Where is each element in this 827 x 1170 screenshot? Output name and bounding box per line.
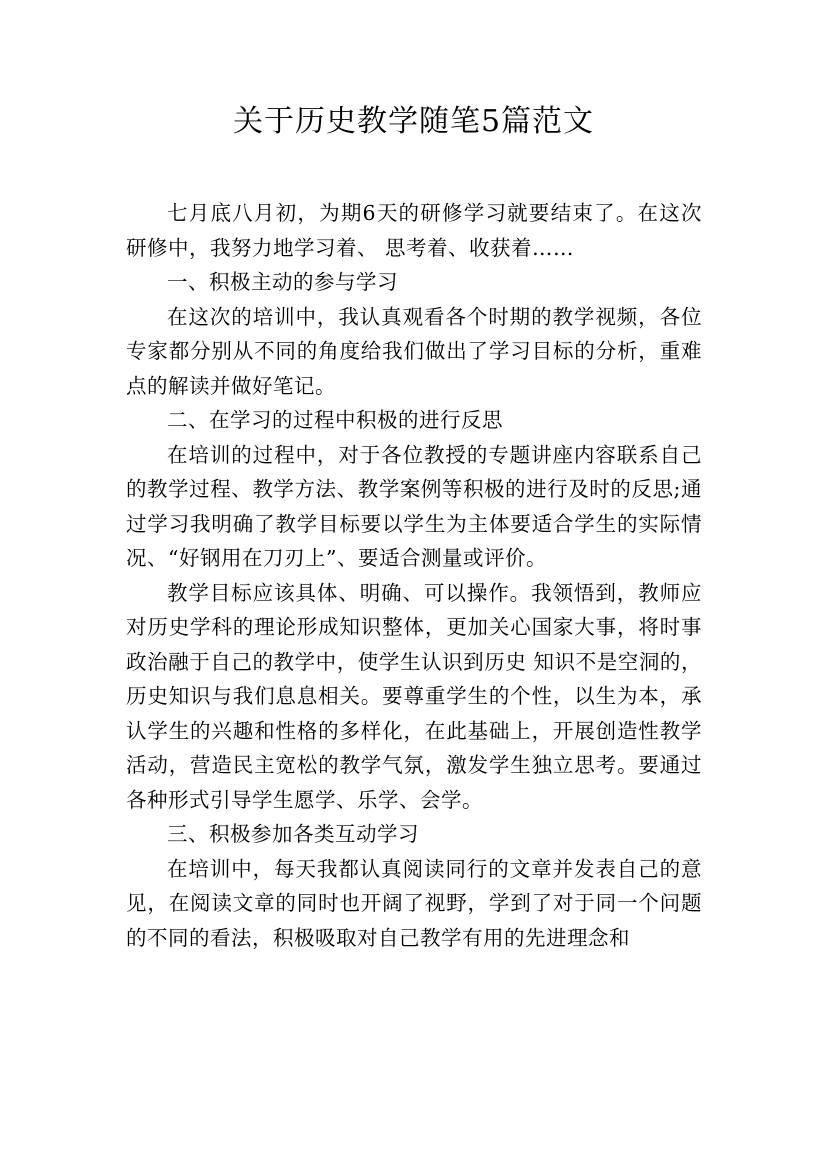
document-title: 关于历史教学随笔5篇范文 [232, 104, 595, 139]
section-heading-2: 二、在学习的过程中积极的进行反思 [167, 408, 503, 432]
paragraph-section-2a: 在培训的过程中，对于各位教授的专题讲座内容联系自己的教学过程、教学方法、教学案例等积极的进行及时的反思;通过学习我明确了教学目标要以学生为主体要适合学生的实际情况、“好钢用在刀刃上”、要适合测量或评价。 [126, 442, 702, 570]
section-heading-1: 一、积极主动的参与学习 [167, 270, 398, 294]
paragraph-section-2b: 教学目标应该具体、明确、可以操作。我领悟到，教师应对历史学科的理论形成知识整体，更加关心国家大事，将时事政治融于自己的教学中，使学生认识到历史 知识不是空洞的，历史知识与我们息息相关。要尊重学生的个性，以生为本，承认学生的兴趣和性格的多样化，在此基础上，开展创造性教学活动，营造民主宽松的教学气氛，激发学生独立思考。要通过各种形式引导学生愿学、乐学、会学。 [126, 580, 702, 812]
section-heading-3: 三、积极参加各类互动学习 [167, 822, 419, 846]
paragraph-intro: 七月底八月初，为期6天的研修学习就要结束了。在这次研修中，我努力地学习着、 思考着、收获着…… [126, 201, 702, 260]
document-body [126, 196, 702, 955]
paragraph-section-3: 在培训中，每天我都认真阅读同行的文章并发表自己的意见，在阅读文章的同时也开阔了视野，学到了对于同一个问题的不同的看法，积极吸取对自己教学有用的先进理念和 [126, 856, 702, 950]
paragraph-section-1: 在这次的培训中，我认真观看各个时期的教学视频，各位专家都分别从不同的角度给我们做出了学习目标的分析，重难点的解读并做好笔记。 [126, 304, 702, 398]
